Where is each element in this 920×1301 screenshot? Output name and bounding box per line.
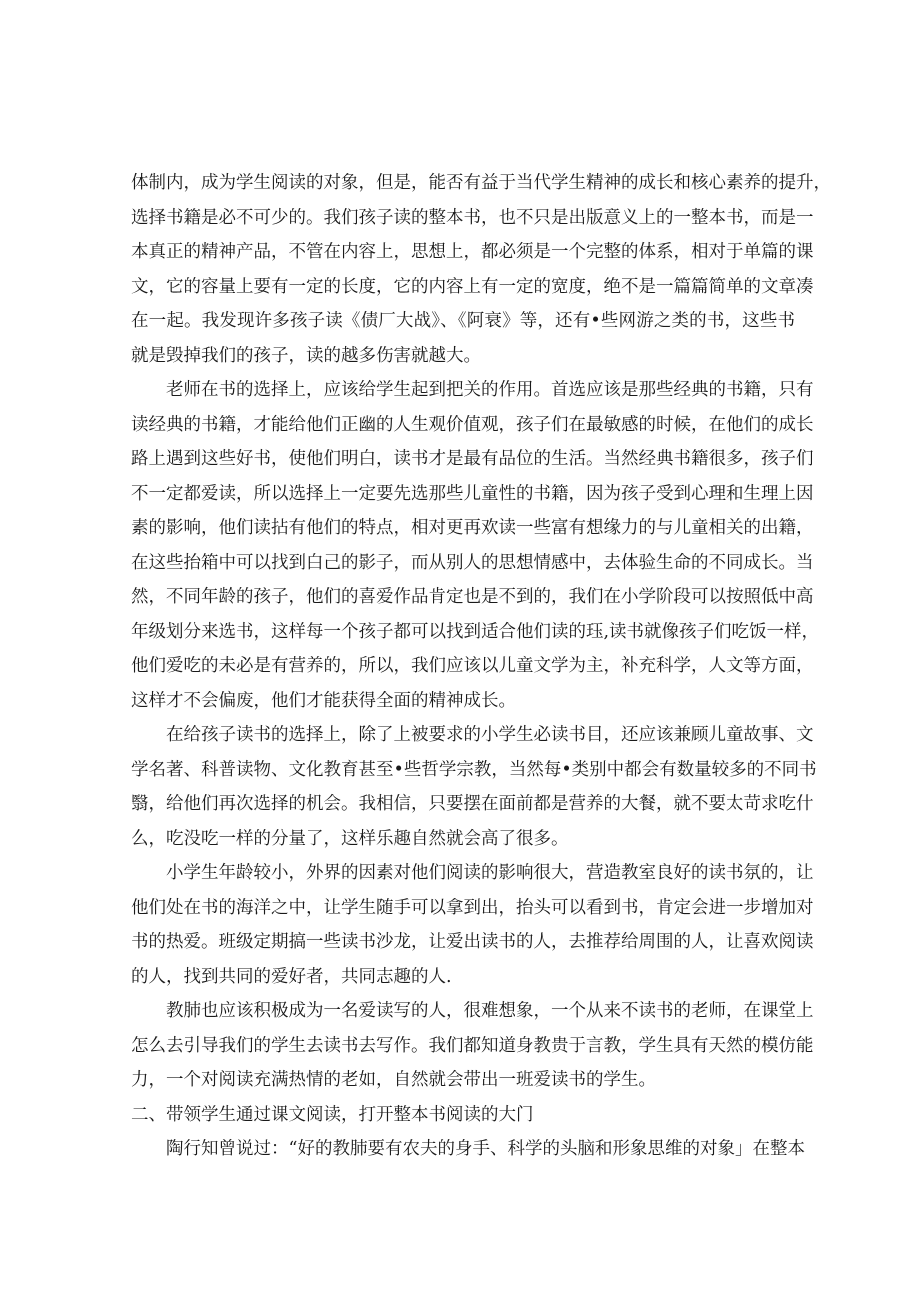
text-line: 在这些抬箱中可以找到白己的影子，而从别人的思想情感中，去体验生命的不同成长。当 (131, 552, 814, 573)
paragraph (131, 718, 817, 856)
paragraph (131, 1132, 805, 1167)
text-line: 他们处在书的海洋之中，让学生随手可以拿到出，抬头可以看到书，肯定会进一步增加对 (131, 897, 814, 918)
body-text (131, 166, 831, 1167)
text-line: 就是毁掉我们的孩子，读的越多伤害就越大。 (131, 345, 481, 366)
text-line: 的人，找到共同的爱好者，共同志趣的人. (131, 966, 452, 987)
paragraph (131, 856, 814, 994)
text-line: 文，它的容量上要有一定的长度，它的内容上有一定的宽度，绝不是一篇篇简单的文章凑 (131, 276, 814, 297)
text-line: 教肺也应该积极成为一名爱读写的人，很难想象，一个从来不读书的老师，在课堂上 (166, 1001, 814, 1021)
text-line: 不一定都爱读，所以选择上一定要先选那些儿童性的书籍，因为孩子受到心理和生理上因 (131, 483, 814, 504)
text-line: 在一起。我发现许多孩子读《债厂大战》、《阿衰》等，还有•些网游之类的书，这些书 (131, 311, 795, 331)
section-heading (131, 1098, 795, 1133)
text-line: 小学生年龄较小，外界的因素对他们阅读的影响很大，营造教室良好的读书氛的，让 (166, 863, 814, 883)
text-line: 读经典的书籍，才能给他们正幽的人生观价值观，孩子们在最敏感的时候，在他们的成长 (131, 414, 814, 435)
text-line: 在给孩子读书的选择上，除了上被要求的小学生必读书目，还应该兼顾儿童故事、文 (166, 725, 814, 745)
text-line: 老师在书的选择上，应该给学生起到把关的作用。首选应该是那些经典的书籍，只有 (166, 380, 814, 400)
text-line: 路上遇到这些好书，使他们明白，读书才是最有品位的生活。当然经典书籍很多，孩子们 (131, 449, 814, 469)
text-line: 学名著、科普读物、文化教育甚至•些哲学宗教，当然每•类别中都会有数量较多的不同书 (131, 759, 817, 780)
text-line: 力，一个对阅读充满热情的老如，自然就会带出一班爱读书的学生。 (131, 1070, 656, 1090)
text-line: 书的热爱。班级定期搞一些读书沙龙，让爱出读书的人，去推荐给周围的人，让喜欢阅读 (131, 932, 814, 952)
text-line: 体制内，成为学生阅读的对象，但是，能否有益于当代学生精神的成长和核心素养的提升， (131, 173, 831, 193)
text-line: 么，吃没吃一样的分量了，这样乐趣自然就会高了很多。 (131, 828, 569, 849)
text-line: 他们爱吃的未必是有营养的，所以，我们应该以儿童文学为主，补充科学，人文等方面， (131, 656, 814, 676)
heading-line: 二、带领学生通过课文阅读，打开整本书阅读的大门 (131, 1104, 534, 1125)
text-line: 年级划分来选书，这样每一个孩子都可以找到适合他们读的珏,读书就像孩子们吃饭一样， (131, 621, 820, 642)
paragraph (131, 166, 831, 373)
text-line: 然，不同年龄的孩子，他们的喜爱作品肯定也是不到的，我们在小学阶段可以按照低中高 (131, 587, 814, 607)
paragraph (131, 994, 814, 1098)
text-line: 素的影响，他们读拈有他们的特点，相对更再欢读一些富有想缘力的与儿童相关的出籍， (131, 518, 814, 538)
text-line: 怎么去引导我们的学生去读书去写作。我们都知道身教贵于言教，学生具有天然的模仿能 (131, 1035, 814, 1056)
text-line: 陶行知曾说过：“好的教肺要有农夫的身手、科学的头脑和形象思维的对象」在整本 (166, 1139, 805, 1159)
text-line: 本真正的精神产品，不管在内容上，思想上，都必须是一个完整的体系，相对于单篇的课 (131, 242, 814, 262)
paragraph (131, 373, 820, 718)
text-line: 翳，给他们再次选择的机会。我相信，只要摆在面前都是营养的大餐，就不要太苛求吃什 (131, 794, 814, 814)
text-line: 这样才不会偏废，他们才能获得全面的精神成长。 (131, 690, 516, 711)
text-line: 选择书籍是必不可少的。我们孩子读的整本书，也不只是出版意义上的一整本书，而是一 (131, 207, 814, 228)
